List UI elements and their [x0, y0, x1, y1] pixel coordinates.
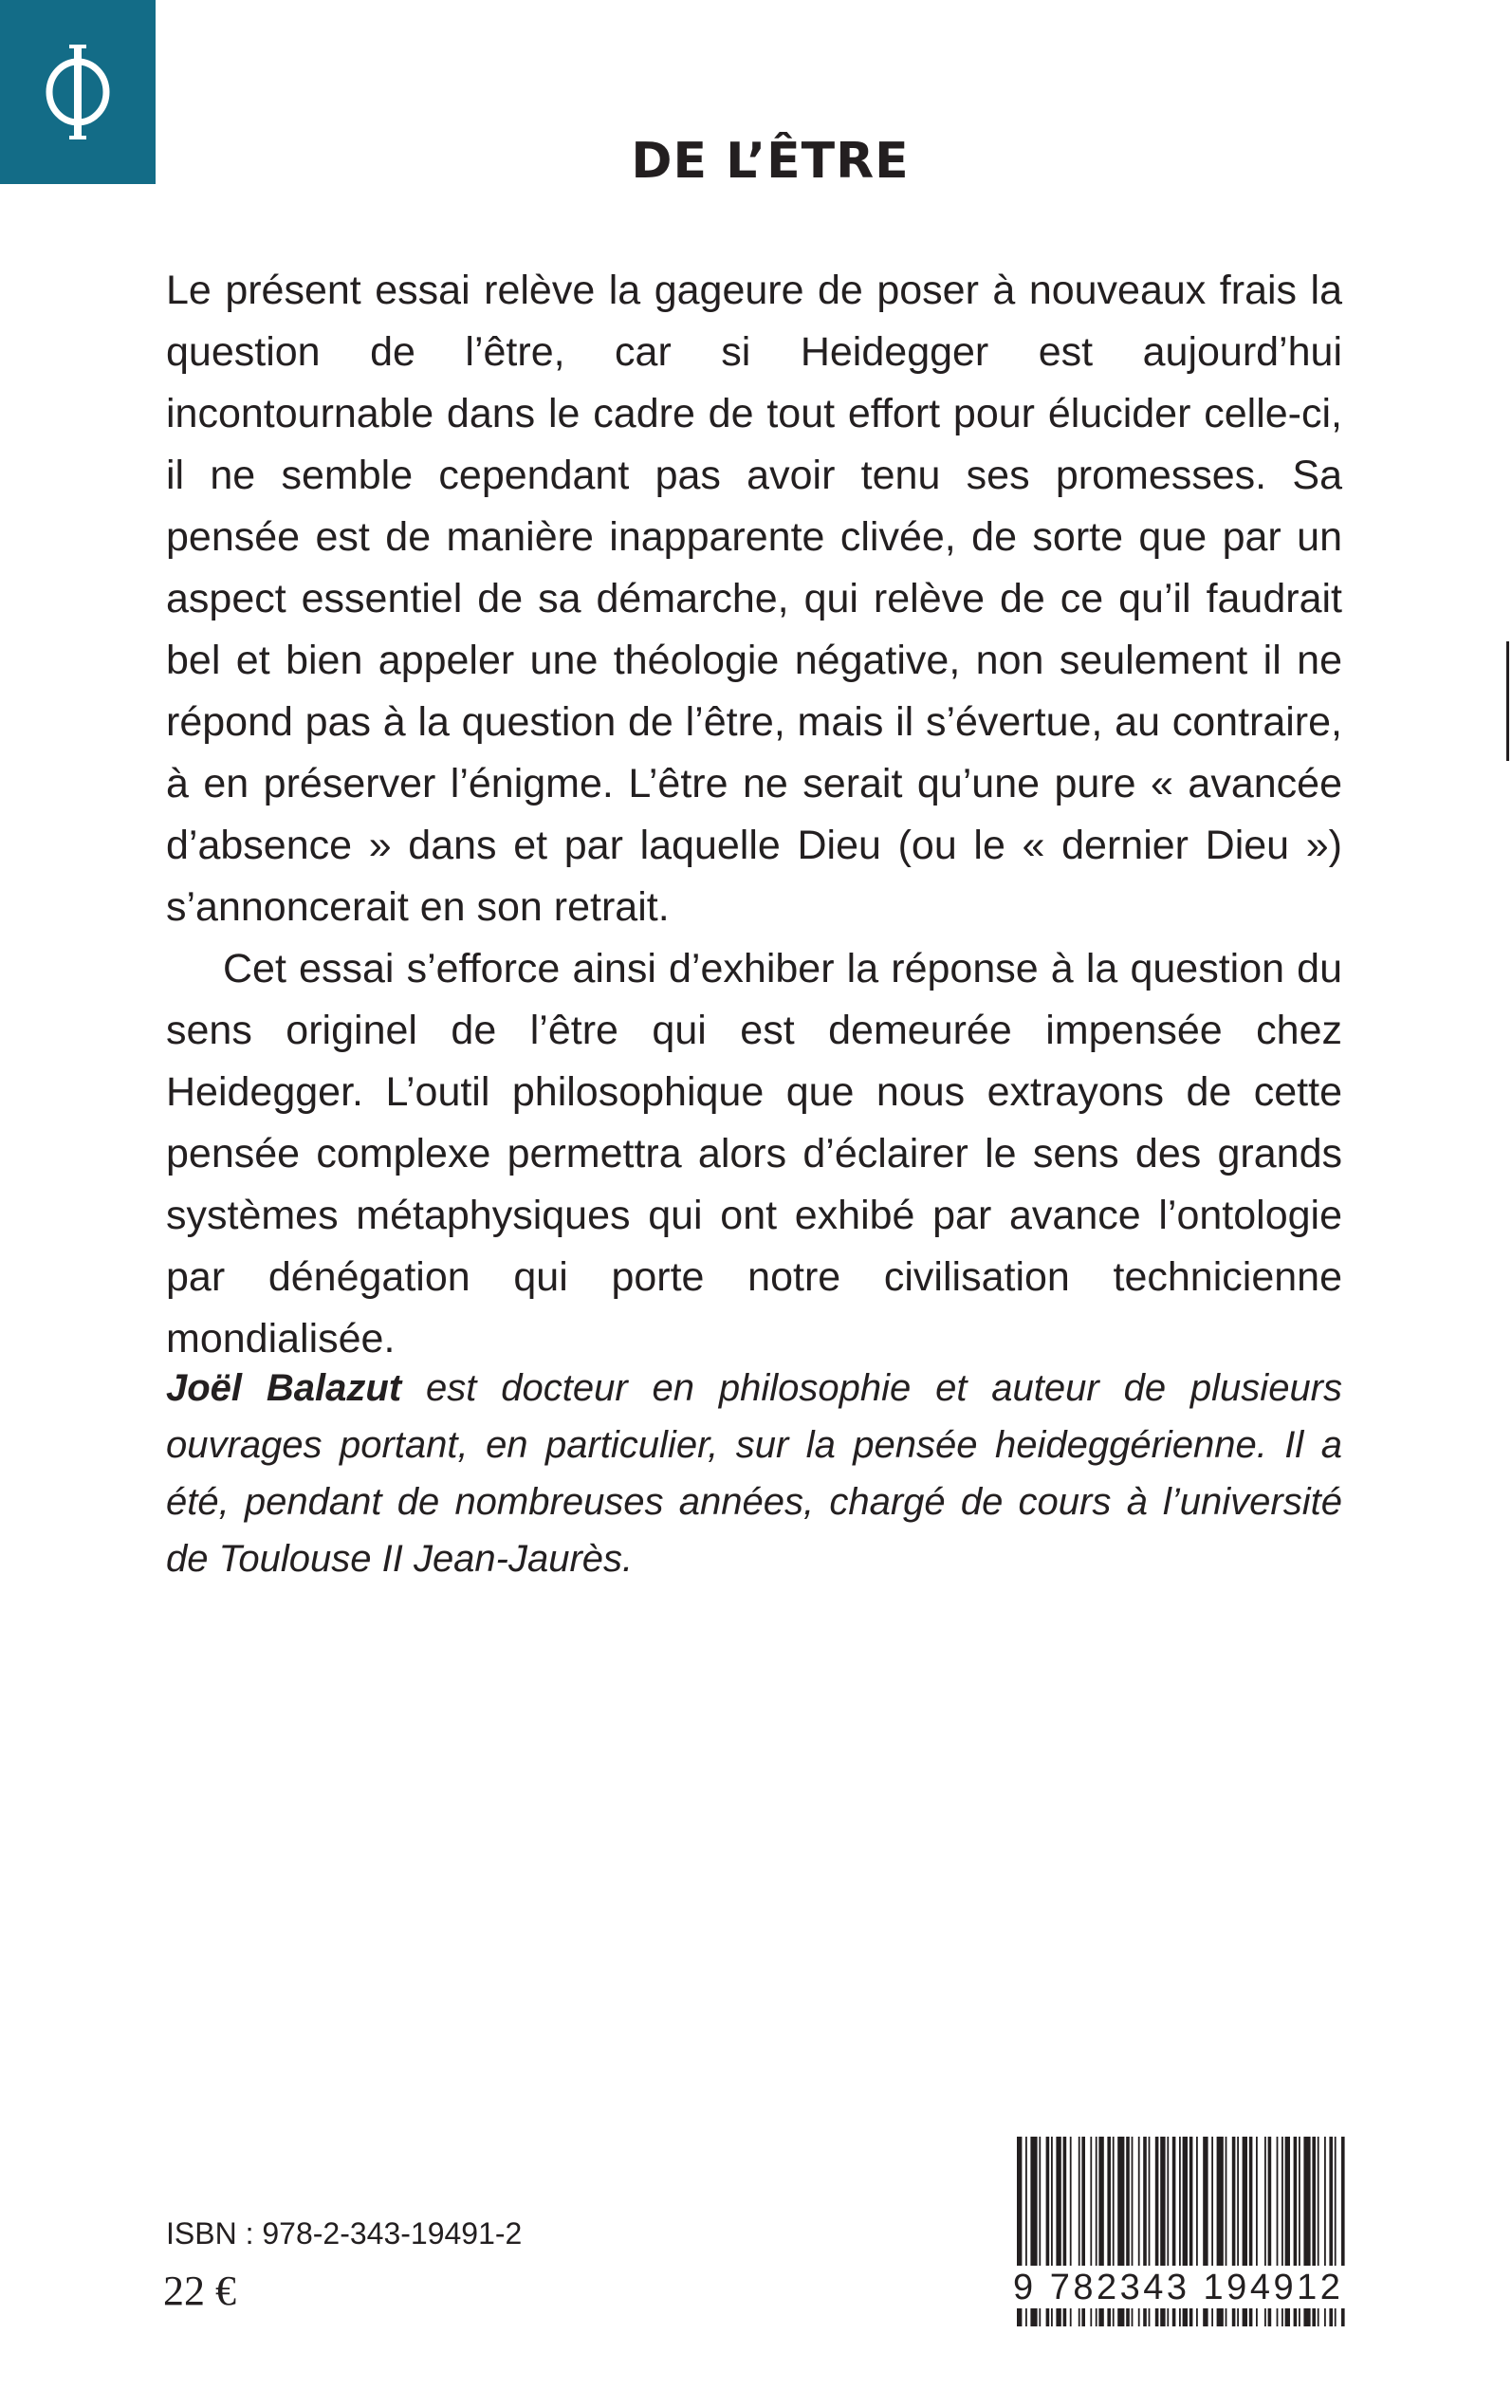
book-summary	[166, 260, 1342, 1370]
book-title: DE L’ÊTRE	[631, 133, 910, 190]
spine-mark	[1506, 641, 1509, 761]
barcode-digits: 9 782343 194912	[1013, 2266, 1347, 2308]
isbn: ISBN : 978-2-343-19491-2	[166, 2216, 523, 2251]
phi-logo-icon	[35, 35, 120, 149]
summary-paragraph: Le présent essai relève la gageure de poser à nouveaux frais la question de l’être, car si Heidegger est aujourd’hui incontournable dans le cadre de tout effort pour élucider celle-ci, il ne semble cependant pas avoir tenu ses promesses. Sa pensée est de manière inapparente clivée, de sorte que par un aspect essentiel de sa démarche, qui relève de ce qu’il faudrait bel et bien appeler une théologie négative, non seulement il ne répond pas à la question de l’être, mais il s’évertue, au contraire, à en préserver l’énigme. L’être ne serait qu’une pure « avancée d’absence » dans et par laquelle Dieu (ou le « dernier Dieu ») s’annoncerait en son retrait.	[166, 268, 1342, 930]
author-name: Joël Balazut	[166, 1367, 402, 1409]
price: 22 €	[163, 2268, 236, 2314]
author-bio	[166, 1360, 1342, 1587]
author-bio-text: est docteur en philosophie et auteur de plusieurs ouvrages portant, en particulier, sur la pensée heideggérienne. Il a été, pendant de nombreuses années, chargé de cours à l’université de Toulouse II Jean-Jaurès.	[166, 1367, 1343, 1580]
summary-paragraph: Cet essai s’efforce ainsi d’exhiber la réponse à la question du sens originel de l’être qui est demeurée impensée chez Heidegger. L’outil philosophique que nous extrayons de cette pensée complexe permettra alors d’éclairer le sens des grands systèmes métaphysiques qui ont exhibé par avance l’ontologie par dénégation qui porte notre civilisation technicienne mondialisée.	[166, 946, 1342, 1361]
